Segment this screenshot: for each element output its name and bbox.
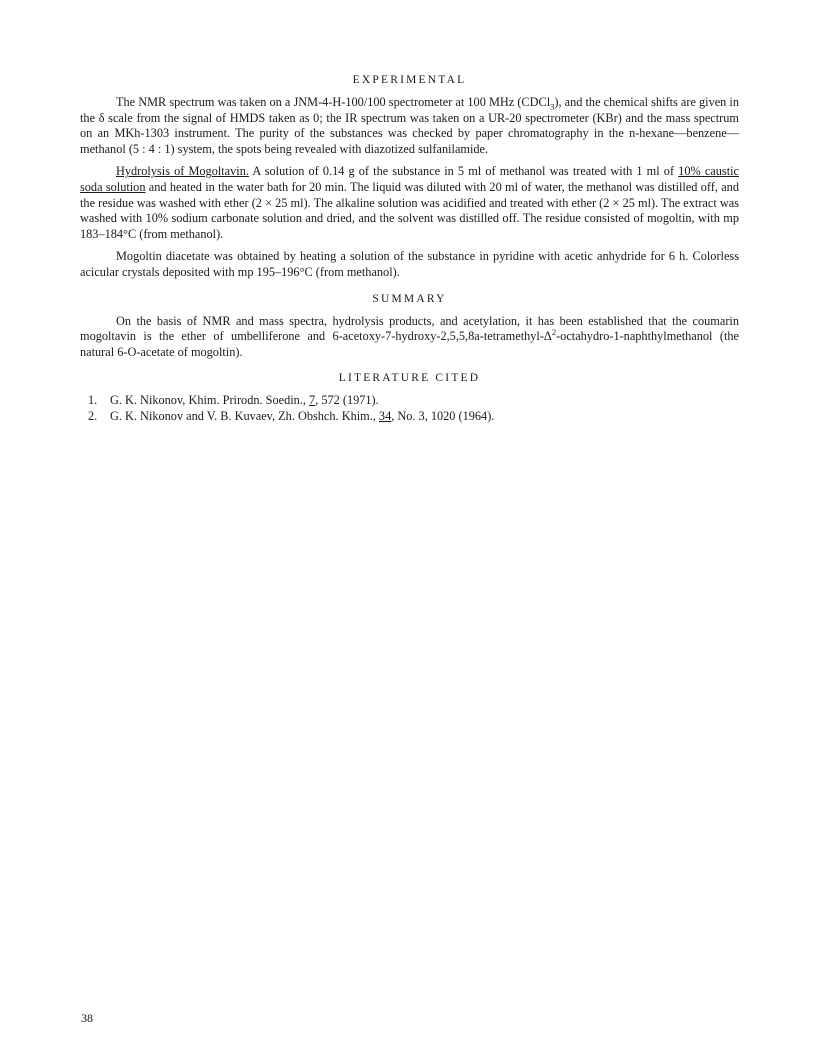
literature-heading: LITERATURE CITED <box>338 372 481 385</box>
reference-volume: 34 <box>378 408 392 423</box>
page-number: 38 <box>81 1011 93 1025</box>
hydrolysis-paragraph <box>80 164 739 242</box>
p1-text-b: ), and the chemical shifts are given in the δ scale from the signal of HMDS taken as 0; the IR spectrum was taken on a UR-20 spectrometer (KBr) and the mass spectrum on an MKh-1303 instrument. The purity of the substances was checked by paper chromatography in the n-hexane—benzene—methanol (5 : 4 : 1) system, the spots being revealed with diazotized sulfanilamide. <box>80 95 739 156</box>
reference-item <box>80 409 739 425</box>
diacetate-paragraph: Mogoltin diacetate was obtained by heating a solution of the substance in pyridine with acetic anhydride for 6 h. Colorless acicular crystals deposited with mp 195–196°C (from methanol). <box>80 249 739 279</box>
p2-underlined-text: 10% caustic soda solution <box>80 164 739 194</box>
reference-item <box>80 393 739 409</box>
reference-text <box>110 409 739 425</box>
summary-heading: SUMMARY <box>372 292 447 305</box>
p2-text-b: and heated in the water bath for 20 min. The liquid was diluted with 20 ml of water, the methanol was distilled off, and the residue was washed with ether (2 × 25 ml). The alkaline solution was acidified and treated with ether (2 × 25 ml). The extract was washed with 10% sodium carbonate solution and dried, and the solvent was distilled off. The residue consisted of mogoltin, with mp 183–184°C (from methanol). <box>80 179 739 241</box>
summary-paragraph <box>80 314 739 361</box>
reference-pages: , No. 3, 1020 (1964). <box>391 408 495 423</box>
hydrolysis-title: Hydrolysis of Mogoltavin. <box>116 164 249 179</box>
article-body <box>80 70 739 425</box>
p2-text-a: A solution of 0.14 g of the substance in 5 ml of methanol was treated with 1 ml of <box>248 164 679 179</box>
experimental-paragraph-1 <box>80 95 739 157</box>
p1-subscript: 3 <box>550 101 555 112</box>
p1-text-a: The NMR spectrum was taken on a JNM-4-H-100/100 spectrometer at 100 MHz (CDCl <box>116 95 551 109</box>
experimental-heading: EXPERIMENTAL <box>352 74 467 86</box>
reference-number: 2. <box>88 408 98 423</box>
reference-number: 1. <box>88 393 98 408</box>
reference-citation: G. K. Nikonov, Khim. Prirodn. Soedin., <box>110 393 310 408</box>
reference-volume: 7 <box>309 393 316 408</box>
reference-citation: G. K. Nikonov and V. B. Kuvaev, Zh. Obshch. Khim., <box>110 408 379 423</box>
summary-superscript: 2 <box>551 327 557 338</box>
summary-text-a: On the basis of NMR and mass spectra, hydrolysis products, and acetylation, it has been established that the coumarin mogoltavin is the ether of umbelliferone and 6-acetoxy-7-hydroxy-2,5,5,8a-tetramethyl-Δ <box>80 313 739 344</box>
reference-pages: , 572 (1971). <box>315 393 379 408</box>
reference-list <box>80 393 739 424</box>
summary-text-b: -octahydro-1-naphthylmethanol (the natural 6-O-acetate of mogoltin). <box>80 329 739 359</box>
reference-text <box>110 393 739 409</box>
